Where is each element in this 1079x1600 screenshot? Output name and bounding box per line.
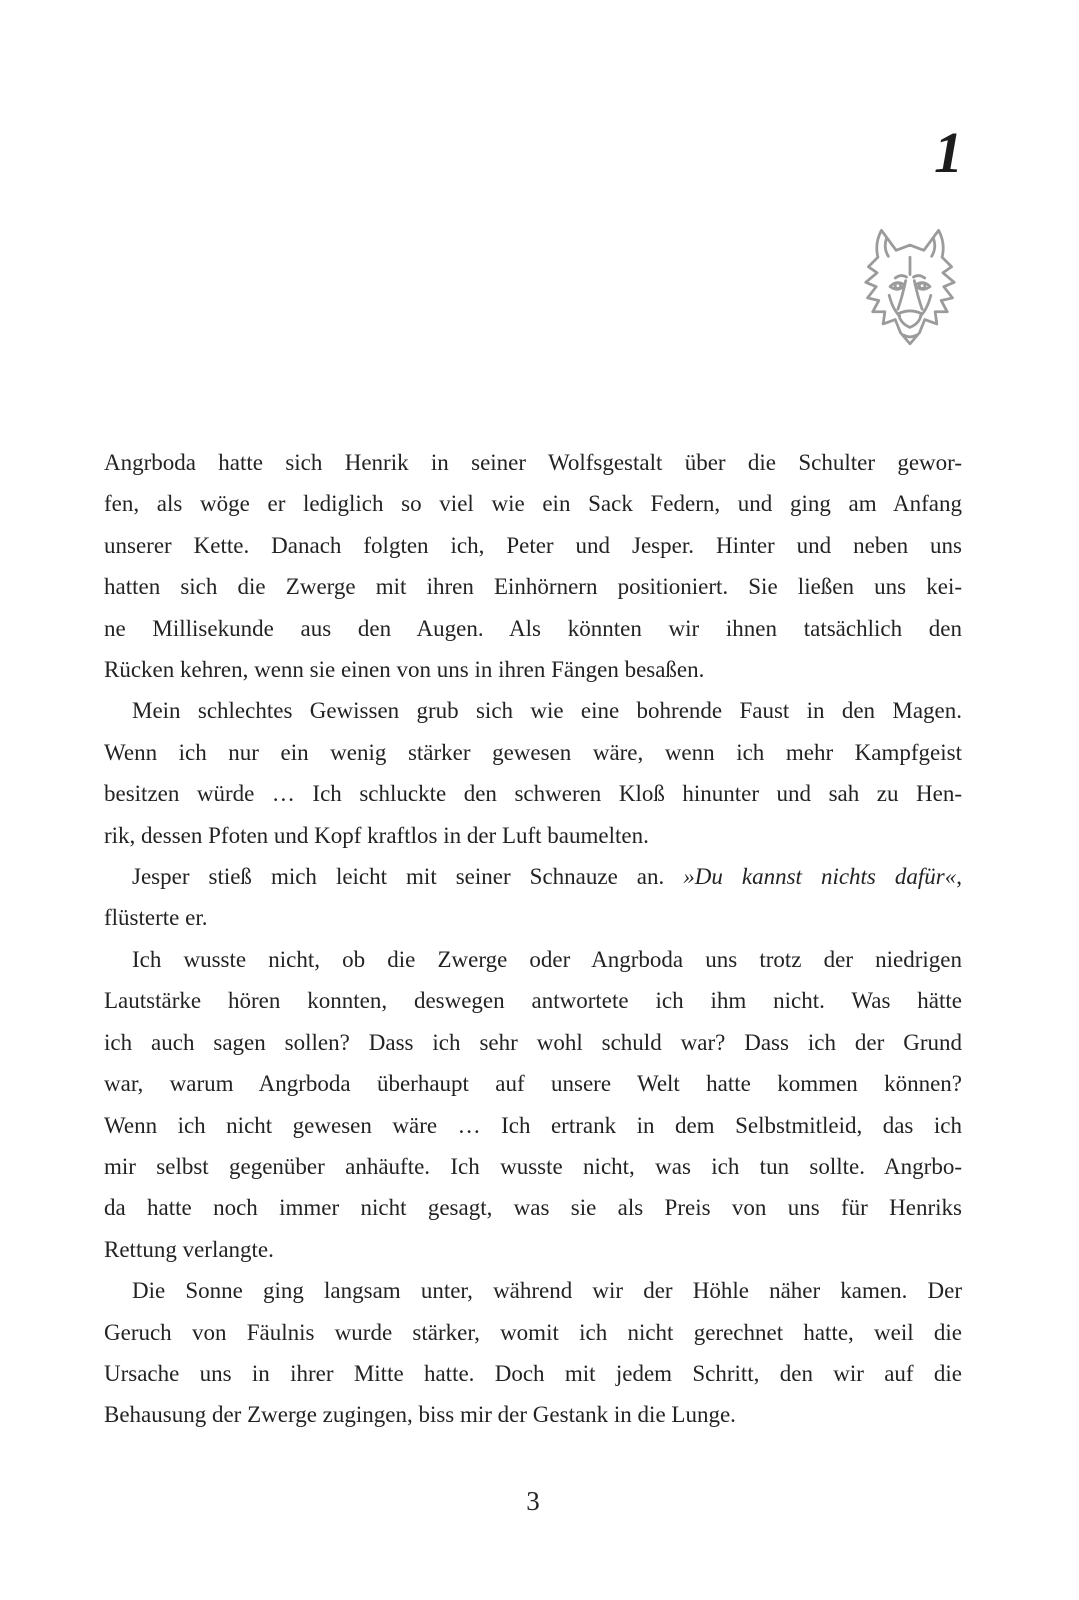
text-line [104,649,962,690]
text-line [104,1022,962,1063]
text-line [104,1270,962,1311]
text-line [104,856,962,897]
text-line [104,1187,962,1228]
italic-quote: »Du kannst nichts dafür« [683,864,957,890]
text-line [104,732,962,773]
text-line [104,1229,962,1270]
page-number: 3 [526,1486,540,1516]
text-line [104,483,962,524]
text-line-content: Wenn ich nur ein wenig stärker gewesen wäre, wenn ich mehr Kampfgeist [104,739,962,765]
text-line-content: unserer Kette. Danach folgten ich, Peter und Jesper. Hinter und neben uns [104,532,962,558]
text-line-content: Die Sonne ging langsam unter, während wir der Höhle näher kamen. Der [132,1278,962,1304]
text-line-content: Rettung verlangte. [104,1236,274,1262]
text-line [104,815,962,856]
text-line [104,773,962,814]
text-line-content: Ich wusste nicht, ob die Zwerge oder Angrboda uns trotz der niedrigen [132,946,962,972]
text-line-content: fen, als wöge er lediglich so viel wie ein Sack Federn, und ging am Anfang [104,491,962,517]
chapter-number: 1 [934,120,963,185]
text-line-content: hatten sich die Zwerge mit ihren Einhörnern positioniert. Sie ließen uns kei- [104,574,962,600]
text-line [104,1312,962,1353]
text-line [104,939,962,980]
text-line-content: rik, dessen Pfoten und Kopf kraftlos in der Luft baumelten. [104,822,649,848]
text-line-content: Rücken kehren, wenn sie einen von uns in ihren Fängen besaßen. [104,657,705,683]
text-line-content: Wenn ich nicht gewesen wäre … Ich ertrank in dem Selbstmitleid, das ich [104,1112,962,1138]
text-line [104,1394,962,1435]
text-line [104,1353,962,1394]
wolf-head-icon [858,222,962,360]
text-line [104,690,962,731]
text-line [104,897,962,938]
text-line [104,1105,962,1146]
text-line [104,608,962,649]
text-line-content: Angrboda hatte sich Henrik in seiner Wolfsgestalt über die Schulter gewor- [104,450,962,475]
text-line-content: besitzen würde … Ich schluckte den schweren Kloß hinunter und sah zu Hen- [104,781,962,807]
text-line-content: ich auch sagen sollen? Dass ich sehr wohl schuld war? Dass ich der Grund [104,1029,962,1055]
text-line-content: war, warum Angrboda überhaupt auf unsere Welt hatte kommen können? [104,1071,962,1097]
text-line-content: Lautstärke hören konnten, deswegen antwortete ich ihm nicht. Was hätte [104,988,962,1014]
text-line-content: flüsterte er. [104,905,208,931]
text-line [104,442,962,483]
text-line-content: ne Millisekunde aus den Augen. Als könnten wir ihnen tatsächlich den [104,615,962,641]
body-text [104,442,962,1436]
text-line-content: Behausung der Zwerge zugingen, biss mir der Gestank in die Lunge. [104,1402,736,1428]
text-line-content: , [956,864,962,890]
text-line [104,566,962,607]
text-line-content: Geruch von Fäulnis wurde stärker, womit ich nicht gerechnet hatte, weil die [104,1319,962,1345]
text-line-content: Ursache uns in ihrer Mitte hatte. Doch mit jedem Schritt, den wir auf die [104,1360,962,1386]
text-line [104,1063,962,1104]
text-line [104,980,962,1021]
text-line-content: Jesper stieß mich leicht mit seiner Schnauze an. [132,864,684,890]
text-line-content: da hatte noch immer nicht gesagt, was sie als Preis von uns für Henriks [104,1195,962,1221]
text-line-content: mir selbst gegenüber anhäufte. Ich wusste nicht, was ich tun sollte. Angrbo- [104,1153,962,1179]
text-line [104,1146,962,1187]
text-line-content: Mein schlechtes Gewissen grub sich wie eine bohrende Faust in den Magen. [132,698,962,724]
text-line [104,525,962,566]
